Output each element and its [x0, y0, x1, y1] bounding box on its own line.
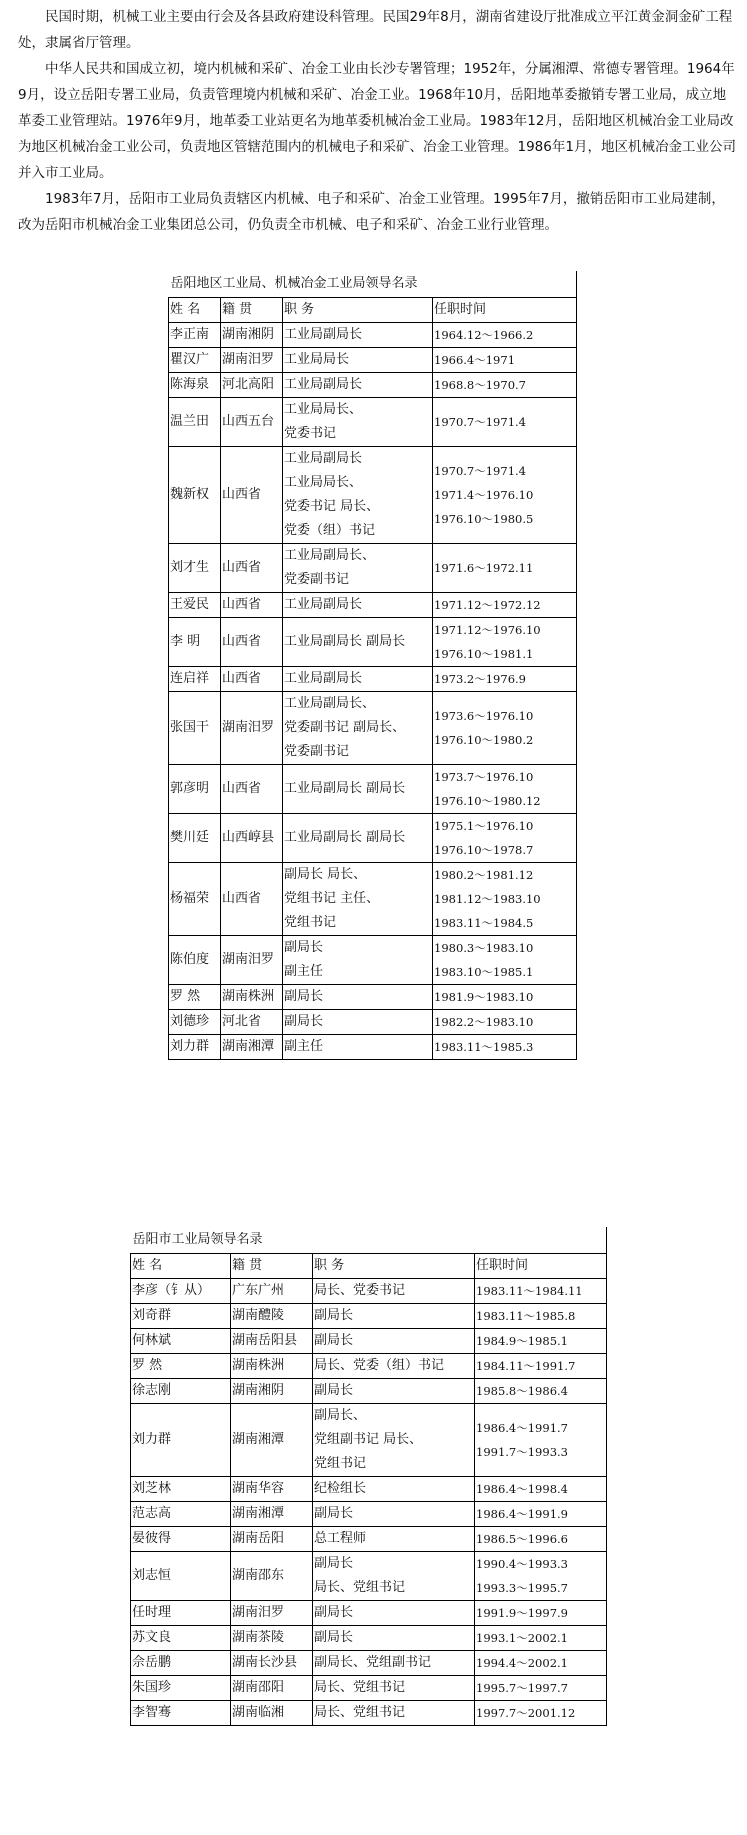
person-name: 李 明	[169, 618, 221, 667]
term-dates	[475, 1304, 607, 1329]
term-dates	[475, 1626, 607, 1651]
person-name: 李智骞	[131, 1701, 231, 1726]
term-line: 1982.2～1983.10	[434, 1015, 534, 1029]
table-row	[169, 593, 577, 618]
person-origin: 广东广州	[231, 1279, 313, 1304]
term-line: 1976.10～1980.2	[434, 733, 534, 747]
person-posts	[283, 814, 433, 863]
person-origin: 山西崞县	[221, 814, 283, 863]
person-name: 连启祥	[169, 667, 221, 692]
term-line: 1997.7～2001.12	[476, 1706, 576, 1720]
table-row	[169, 1035, 577, 1060]
post-line: 党委书记 局长、	[284, 499, 380, 514]
term-dates	[433, 863, 577, 936]
term-line: 1976.10～1980.12	[434, 794, 541, 808]
post-line: 局长、党组书记	[314, 1705, 406, 1720]
post-line: 副局长、	[314, 1408, 367, 1423]
person-origin: 山西省	[221, 765, 283, 814]
table-body	[131, 1279, 607, 1726]
term-line: 1986.4～1998.4	[476, 1482, 568, 1496]
person-origin: 湖南邵阳	[231, 1676, 313, 1701]
term-line: 1986.4～1991.9	[476, 1507, 568, 1521]
person-origin: 河北省	[221, 1010, 283, 1035]
term-line: 1983.11～1984.11	[476, 1284, 583, 1298]
post-line: 局长、党委（组）书记	[314, 1358, 445, 1373]
person-name: 王爱民	[169, 593, 221, 618]
person-posts	[313, 1701, 475, 1726]
header-post: 职 务	[283, 298, 433, 323]
person-posts	[313, 1502, 475, 1527]
term-line: 1973.6～1976.10	[434, 709, 534, 723]
post-line: 副局长、党组副书记	[314, 1655, 432, 1670]
person-name: 刘才生	[169, 544, 221, 593]
table-body	[169, 323, 577, 1060]
term-line: 1986.4～1991.7	[476, 1421, 568, 1435]
post-line: 副主任	[284, 964, 324, 979]
person-name: 郭彦明	[169, 765, 221, 814]
post-line: 副局长	[314, 1556, 354, 1571]
table-row	[169, 373, 577, 398]
person-posts	[283, 985, 433, 1010]
header-term: 任职时间	[433, 298, 577, 323]
post-line: 工业局局长、	[284, 402, 363, 417]
intro-paragraph-2: 中华人民共和国成立初，境内机械和采矿、冶金工业由长沙专署管理；1952年，分属湘潭、常德专署管理。1964年9月，设立岳阳专署工业局，负责管理境内机械和采矿、冶金工业。1968年10月，岳阳地革委撤销专署工业局，成立地革委工业管理站。1976年9月，地革委工业站更名为地革委机械冶金工业局。1983年12月，岳阳地区机械冶金工业局改为地区机械冶金工业公司，负责地区管辖范围内的机械电子和采矿、冶金工业管理。1986年1月，地区机械冶金工业公司并入市工业局。	[18, 61, 736, 181]
person-posts	[283, 398, 433, 447]
term-dates	[433, 985, 577, 1010]
person-origin: 湖南汨罗	[231, 1601, 313, 1626]
post-line: 副局长	[284, 1014, 324, 1029]
term-line: 1990.4～1993.3	[476, 1557, 568, 1571]
table-row	[131, 1502, 607, 1527]
table-row	[131, 1676, 607, 1701]
person-origin: 湖南汨罗	[221, 348, 283, 373]
person-posts	[313, 1354, 475, 1379]
person-name: 瞿汉广	[169, 348, 221, 373]
city-leaders-table	[130, 1227, 607, 1726]
post-line: 工业局副局长	[284, 451, 363, 466]
person-name: 刘力群	[131, 1404, 231, 1477]
table-row	[169, 544, 577, 593]
term-line: 1976.10～1980.5	[434, 512, 534, 526]
term-line: 1984.11～1991.7	[476, 1359, 576, 1373]
person-posts	[283, 667, 433, 692]
person-name: 佘岳鹏	[131, 1651, 231, 1676]
table-row	[131, 1651, 607, 1676]
table-row	[131, 1701, 607, 1726]
person-name: 张国干	[169, 692, 221, 765]
intro-paragraph-1: 民国时期，机械工业主要由行会及各县政府建设科管理。民国29年8月，湖南省建设厅批准成立平江黄金洞金矿工程处，隶属省厅管理。	[18, 9, 733, 51]
person-posts	[313, 1676, 475, 1701]
table-row	[169, 447, 577, 544]
person-name: 李彦（钅从）	[131, 1279, 231, 1304]
post-line: 党组书记 主任、	[284, 891, 380, 906]
person-origin: 山西省	[221, 593, 283, 618]
table-row	[131, 1527, 607, 1552]
term-line: 1983.10～1985.1	[434, 965, 534, 979]
person-origin: 山西省	[221, 544, 283, 593]
post-line: 副局长	[284, 989, 324, 1004]
table-row	[131, 1477, 607, 1502]
person-name: 刘德珍	[169, 1010, 221, 1035]
person-name: 罗 然	[131, 1354, 231, 1379]
term-line: 1984.9～1985.1	[476, 1334, 568, 1348]
table-row	[169, 985, 577, 1010]
person-name: 刘志恒	[131, 1552, 231, 1601]
person-name: 范志高	[131, 1502, 231, 1527]
post-line: 副局长	[314, 1506, 354, 1521]
post-line: 工业局副局长	[284, 377, 363, 392]
post-line: 总工程师	[314, 1531, 367, 1546]
person-posts	[313, 1477, 475, 1502]
header-post: 职 务	[313, 1254, 475, 1279]
term-line: 1973.7～1976.10	[434, 770, 534, 784]
term-dates	[433, 348, 577, 373]
person-name: 罗 然	[169, 985, 221, 1010]
post-line: 副局长	[314, 1383, 354, 1398]
post-line: 工业局副局长	[284, 671, 363, 686]
term-line: 1971.12～1972.12	[434, 598, 541, 612]
term-line: 1966.4～1971	[434, 353, 516, 367]
person-posts	[313, 1329, 475, 1354]
term-dates	[433, 814, 577, 863]
term-dates	[433, 1010, 577, 1035]
table-row	[131, 1379, 607, 1404]
post-line: 副局长	[314, 1333, 354, 1348]
term-line: 1993.3～1995.7	[476, 1581, 568, 1595]
person-origin: 湖南临湘	[231, 1701, 313, 1726]
person-posts	[313, 1279, 475, 1304]
term-dates	[475, 1279, 607, 1304]
post-line: 党组书记	[284, 915, 337, 930]
prefecture-leaders-table	[168, 271, 577, 1060]
person-origin: 湖南株洲	[221, 985, 283, 1010]
person-name: 徐志刚	[131, 1379, 231, 1404]
person-origin: 湖南岳阳	[231, 1527, 313, 1552]
person-posts	[283, 593, 433, 618]
table-row	[169, 667, 577, 692]
post-line: 工业局副局长 副局长	[284, 830, 406, 845]
intro-text	[18, 4, 736, 238]
person-posts	[283, 1010, 433, 1035]
term-dates	[433, 765, 577, 814]
post-line: 纪检组长	[314, 1481, 367, 1496]
post-line: 工业局局长	[284, 352, 350, 367]
person-name: 刘奇群	[131, 1304, 231, 1329]
table-caption: 岳阳市工业局领导名录	[131, 1227, 607, 1254]
term-line: 1980.2～1981.12	[434, 868, 534, 882]
person-origin: 湖南醴陵	[231, 1304, 313, 1329]
post-line: 党委副书记	[284, 572, 350, 587]
term-line: 1976.10～1978.7	[434, 843, 534, 857]
post-line: 工业局局长、	[284, 475, 363, 490]
person-origin: 山西五台	[221, 398, 283, 447]
term-dates	[433, 373, 577, 398]
person-origin: 湖南湘潭	[231, 1404, 313, 1477]
term-dates	[433, 1035, 577, 1060]
term-dates	[433, 447, 577, 544]
person-posts	[283, 863, 433, 936]
person-posts	[283, 692, 433, 765]
term-dates	[433, 544, 577, 593]
post-line: 党委副书记 副局长、	[284, 720, 406, 735]
person-posts	[313, 1552, 475, 1601]
person-posts	[313, 1304, 475, 1329]
person-name: 刘芝林	[131, 1477, 231, 1502]
table-row	[169, 936, 577, 985]
table-row	[169, 765, 577, 814]
person-origin: 河北高阳	[221, 373, 283, 398]
post-line: 党组书记	[314, 1456, 367, 1471]
term-line: 1991.7～1993.3	[476, 1445, 568, 1459]
term-line: 1980.3～1983.10	[434, 941, 534, 955]
table-row	[131, 1329, 607, 1354]
person-name: 任时理	[131, 1601, 231, 1626]
term-dates	[433, 936, 577, 985]
term-dates	[475, 1379, 607, 1404]
term-line: 1983.11～1984.5	[434, 916, 534, 930]
term-line: 1981.12～1983.10	[434, 892, 541, 906]
term-dates	[433, 667, 577, 692]
post-line: 副局长	[314, 1605, 354, 1620]
person-origin: 山西省	[221, 863, 283, 936]
person-name: 晏彼得	[131, 1527, 231, 1552]
term-line: 1991.9～1997.9	[476, 1606, 568, 1620]
table-row	[131, 1279, 607, 1304]
table-row	[169, 348, 577, 373]
person-posts	[313, 1527, 475, 1552]
post-line: 副局长	[314, 1630, 354, 1645]
person-name: 刘力群	[169, 1035, 221, 1060]
term-line: 1994.4～2002.1	[476, 1656, 568, 1670]
person-posts	[283, 618, 433, 667]
term-dates	[475, 1404, 607, 1477]
post-line: 工业局副局长、	[284, 696, 376, 711]
table-row	[131, 1354, 607, 1379]
person-name: 温兰田	[169, 398, 221, 447]
table-row	[131, 1601, 607, 1626]
term-line: 1964.12～1966.2	[434, 328, 534, 342]
table-caption: 岳阳地区工业局、机械冶金工业局领导名录	[169, 271, 577, 298]
person-name: 陈海泉	[169, 373, 221, 398]
person-name: 樊川廷	[169, 814, 221, 863]
person-name: 陈伯度	[169, 936, 221, 985]
term-line: 1986.5～1996.6	[476, 1532, 568, 1546]
term-dates	[475, 1527, 607, 1552]
post-line: 工业局副局长 副局长	[284, 634, 406, 649]
person-posts	[313, 1379, 475, 1404]
post-line: 副局长	[284, 940, 324, 955]
post-line: 工业局副局长	[284, 327, 363, 342]
term-line: 1970.7～1971.4	[434, 415, 526, 429]
person-posts	[313, 1651, 475, 1676]
table-row	[131, 1404, 607, 1477]
post-line: 党委副书记	[284, 744, 350, 759]
term-dates	[433, 692, 577, 765]
person-posts	[283, 765, 433, 814]
term-line: 1983.11～1985.8	[476, 1309, 576, 1323]
term-dates	[475, 1329, 607, 1354]
term-dates	[475, 1502, 607, 1527]
person-origin: 湖南湘潭	[231, 1502, 313, 1527]
term-dates	[433, 593, 577, 618]
person-origin: 湖南湘阴	[221, 323, 283, 348]
intro-paragraph-3: 1983年7月，岳阳市工业局负责辖区内机械、电子和采矿、冶金工业管理。1995年7月，撤销岳阳市工业局建制，改为岳阳市机械冶金工业集团总公司，仍负责全市机械、电子和采矿、冶金工业行业管理。	[18, 191, 725, 233]
table-row	[169, 1010, 577, 1035]
person-origin: 山西省	[221, 618, 283, 667]
term-dates	[475, 1651, 607, 1676]
post-line: 局长、党组书记	[314, 1580, 406, 1595]
post-line: 副局长	[314, 1308, 354, 1323]
person-origin: 山西省	[221, 447, 283, 544]
table-row	[169, 863, 577, 936]
term-line: 1971.6～1972.11	[434, 561, 534, 575]
person-origin: 湖南长沙县	[231, 1651, 313, 1676]
term-dates	[475, 1552, 607, 1601]
person-posts	[283, 544, 433, 593]
term-line: 1975.1～1976.10	[434, 819, 534, 833]
term-dates	[433, 618, 577, 667]
term-line: 1968.8～1970.7	[434, 378, 526, 392]
person-origin: 湖南汨罗	[221, 692, 283, 765]
person-name: 苏文良	[131, 1626, 231, 1651]
term-line: 1985.8～1986.4	[476, 1384, 568, 1398]
table-header-row	[131, 1254, 607, 1279]
header-name: 姓 名	[169, 298, 221, 323]
person-origin: 山西省	[221, 667, 283, 692]
person-origin: 湖南岳阳县	[231, 1329, 313, 1354]
table-row	[131, 1552, 607, 1601]
person-posts	[313, 1404, 475, 1477]
term-line: 1981.9～1983.10	[434, 990, 534, 1004]
post-line: 党组副书记 局长、	[314, 1432, 423, 1447]
header-origin: 籍 贯	[231, 1254, 313, 1279]
header-term: 任职时间	[475, 1254, 607, 1279]
table-header-row	[169, 298, 577, 323]
term-line: 1976.10～1981.1	[434, 647, 534, 661]
person-name: 何林斌	[131, 1329, 231, 1354]
post-line: 副主任	[284, 1039, 324, 1054]
term-dates	[433, 398, 577, 447]
post-line: 工业局副局长 副局长	[284, 781, 406, 796]
term-dates	[475, 1601, 607, 1626]
post-line: 工业局副局长	[284, 597, 363, 612]
header-origin: 籍 贯	[221, 298, 283, 323]
table-row	[131, 1626, 607, 1651]
person-posts	[283, 323, 433, 348]
person-posts	[283, 447, 433, 544]
table-row	[169, 692, 577, 765]
post-line: 副局长 局长、	[284, 867, 367, 882]
person-posts	[283, 348, 433, 373]
term-dates	[475, 1701, 607, 1726]
post-line: 党委书记	[284, 426, 337, 441]
term-line: 1973.2～1976.9	[434, 672, 526, 686]
term-dates	[475, 1477, 607, 1502]
term-line: 1995.7～1997.7	[476, 1681, 568, 1695]
term-dates	[475, 1676, 607, 1701]
person-origin: 湖南茶陵	[231, 1626, 313, 1651]
post-line: 工业局副局长、	[284, 548, 376, 563]
term-line: 1971.4～1976.10	[434, 488, 534, 502]
table-row	[169, 398, 577, 447]
person-posts	[283, 373, 433, 398]
person-posts	[313, 1626, 475, 1651]
person-origin: 湖南邵东	[231, 1552, 313, 1601]
person-name: 魏新权	[169, 447, 221, 544]
header-name: 姓 名	[131, 1254, 231, 1279]
person-origin: 湖南华容	[231, 1477, 313, 1502]
person-posts	[283, 936, 433, 985]
person-origin: 湖南株洲	[231, 1354, 313, 1379]
person-posts	[313, 1601, 475, 1626]
term-dates	[433, 323, 577, 348]
term-line: 1971.12～1976.10	[434, 623, 541, 637]
person-origin: 湖南汨罗	[221, 936, 283, 985]
person-name: 朱国珍	[131, 1676, 231, 1701]
post-line: 党委（组）书记	[284, 523, 376, 538]
post-line: 局长、党委书记	[314, 1283, 406, 1298]
person-origin: 湖南湘阴	[231, 1379, 313, 1404]
person-origin: 湖南湘潭	[221, 1035, 283, 1060]
person-name: 李正南	[169, 323, 221, 348]
term-line: 1983.11～1985.3	[434, 1040, 534, 1054]
table-row	[131, 1304, 607, 1329]
term-line: 1970.7～1971.4	[434, 464, 526, 478]
table-row	[169, 814, 577, 863]
table-row	[169, 323, 577, 348]
person-posts	[283, 1035, 433, 1060]
post-line: 局长、党组书记	[314, 1680, 406, 1695]
table-row	[169, 618, 577, 667]
person-name: 杨福荣	[169, 863, 221, 936]
term-dates	[475, 1354, 607, 1379]
term-line: 1993.1～2002.1	[476, 1631, 568, 1645]
